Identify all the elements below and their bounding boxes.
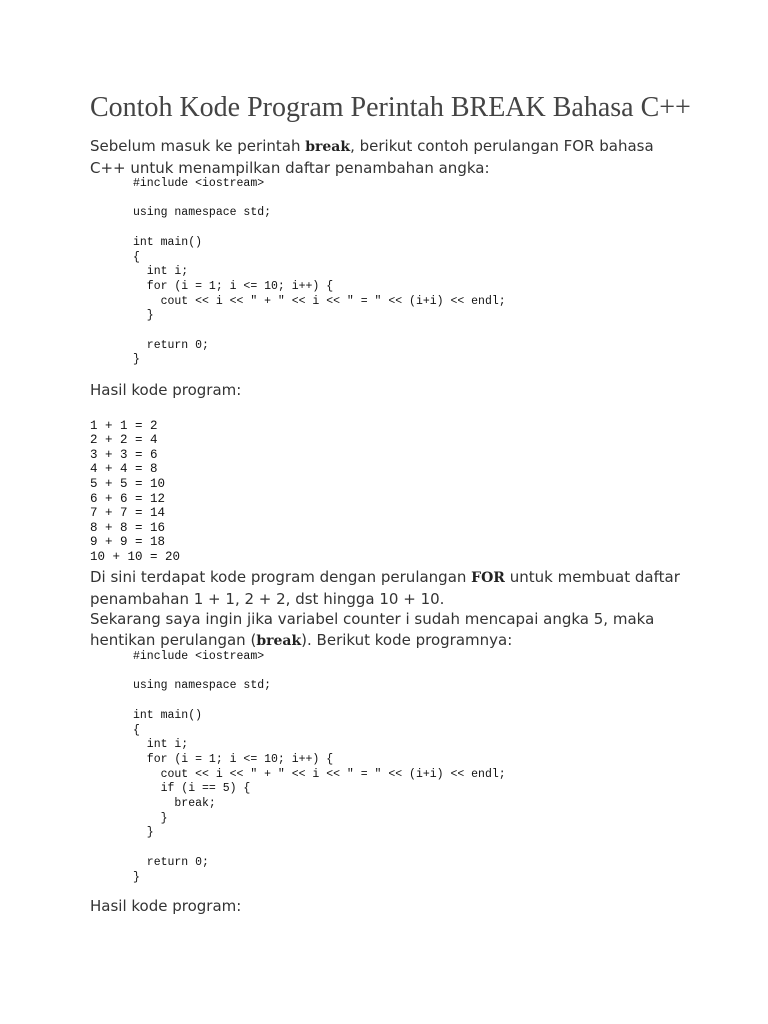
page-title: Contoh Kode Program Perintah BREAK Bahasa C++ xyxy=(90,92,691,123)
explain-paragraph-2 xyxy=(90,609,690,652)
intro-text-after: , berikut contoh perulangan FOR bahasa C++ untuk menampilkan daftar penambahan angka: xyxy=(90,137,654,177)
explain2-text-after: ). Berikut kode programnya: xyxy=(301,631,513,649)
intro-keyword: break xyxy=(305,139,351,155)
explain1-text-after: untuk membuat daftar penambahan 1 + 1, 2 + 2, dst hingga 10 + 10. xyxy=(90,568,680,608)
explain-paragraph-1 xyxy=(90,567,690,610)
output-block-1: 1 + 1 = 2 2 + 2 = 4 3 + 3 = 6 4 + 4 = 8 5 + 5 = 10 6 + 6 = 12 7 + 7 = 14 8 + 8 = 16 9 + 9 = 18 10 + 10 = 20 xyxy=(90,418,181,564)
result-label-2: Hasil kode program: xyxy=(90,897,242,915)
code-block-2: #include <iostream> using namespace std; int main() { int i; for (i = 1; i <= 10; i++) { cout << i << " + " << i << " = " << (i+i) << endl; if (i == 5) { break; } } return 0; } xyxy=(133,650,506,884)
explain2-keyword: break xyxy=(256,633,302,649)
result-label-1: Hasil kode program: xyxy=(90,381,242,399)
explain2-text-before: Sekarang saya ingin jika variabel counter i sudah mencapai angka 5, maka hentikan perulangan ( xyxy=(90,610,655,649)
code-block-1: #include <iostream> using namespace std; int main() { int i; for (i = 1; i <= 10; i++) { cout << i << " + " << i << " = " << (i+i) << endl; } return 0; } xyxy=(133,177,506,367)
explain1-keyword: FOR xyxy=(471,570,505,586)
intro-paragraph xyxy=(90,136,690,179)
explain1-text-before: Di sini terdapat kode program dengan perulangan xyxy=(90,568,472,586)
intro-text-before: Sebelum masuk ke perintah xyxy=(90,137,306,155)
